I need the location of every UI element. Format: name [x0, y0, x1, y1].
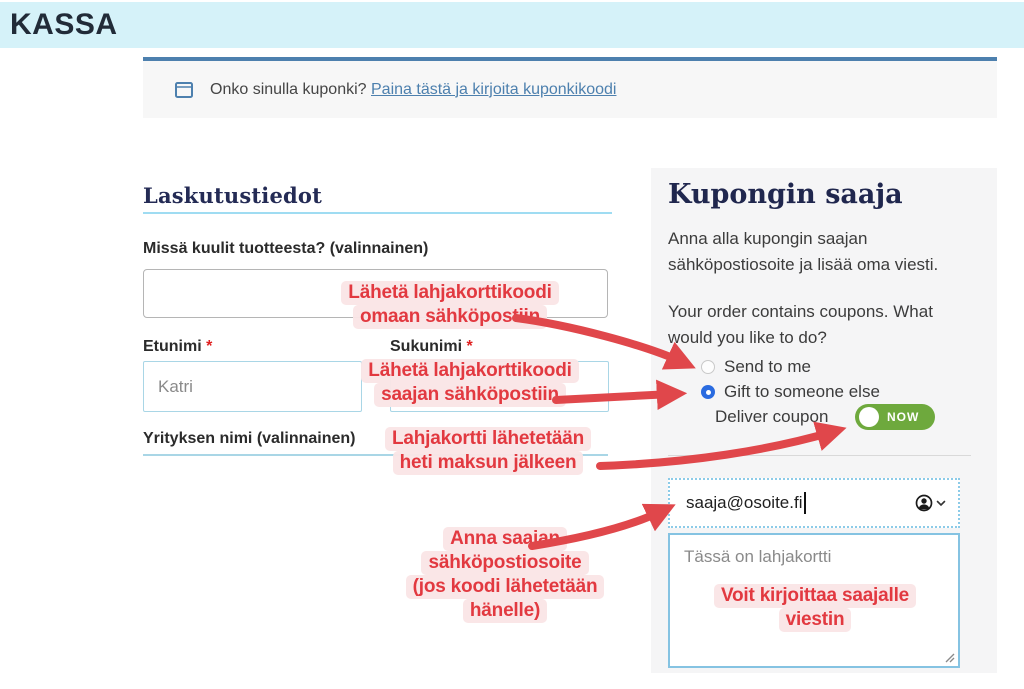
radio-selected-icon[interactable]: [701, 385, 715, 399]
source-field-label: Missä kuulit tuotteesta? (valinnainen): [143, 240, 429, 257]
billing-heading: Laskutustiedot: [143, 183, 323, 208]
annotation-enter-recipient-email: Anna saajan sähköpostiosoite (jos koodi lähetetään hänelle): [385, 527, 625, 623]
deliver-coupon-label: Deliver coupon: [715, 407, 829, 426]
page-header: [0, 2, 1024, 48]
recipient-email-value: saaja@osoite.fi: [686, 493, 803, 512]
company-label: Yrityksen nimi (valinnainen): [143, 430, 356, 447]
last-name-input[interactable]: [390, 361, 609, 412]
recipient-email-input[interactable]: [668, 478, 960, 528]
recipient-question: Your order contains coupons. What would you like to do?: [668, 302, 933, 347]
gift-message-placeholder: Tässä on lahjakortti: [684, 547, 832, 566]
gift-message-textarea[interactable]: [668, 533, 960, 668]
source-field-input[interactable]: [143, 269, 608, 318]
first-name-label: Etunimi *: [143, 338, 213, 355]
contact-person-icon[interactable]: [915, 494, 933, 512]
company-input-edge[interactable]: [143, 454, 608, 456]
resize-grip-icon[interactable]: [943, 651, 955, 663]
annotation-sent-after-payment: Lahjakortti lähetetään heti maksun jälkeen: [358, 427, 618, 475]
coupon-recipient-panel: [651, 168, 997, 673]
deliver-now-toggle[interactable]: [855, 404, 935, 430]
chevron-down-icon[interactable]: [936, 500, 946, 507]
annotation-write-message: Voit kirjoittaa saajalle viestin: [695, 584, 935, 632]
coupon-question: Onko sinulla kuponki?: [210, 80, 367, 98]
toggle-state-label: NOW: [887, 410, 920, 424]
recipient-intro: Anna alla kupongin saajan sähköpostiosoite ja lisää oma viesti.: [668, 229, 939, 274]
required-asterisk: *: [466, 338, 473, 355]
text-cursor: [804, 492, 806, 514]
required-asterisk: *: [206, 338, 213, 355]
last-name-label: Sukunimi *: [390, 338, 473, 355]
toggle-knob[interactable]: [859, 407, 879, 427]
arrow-to-email-input: [532, 511, 662, 546]
coupon-toggle-link[interactable]: Paina tästä ja kirjoita kuponkikoodi: [371, 80, 617, 98]
coupon-notice-bar: [143, 57, 997, 118]
page-title: KASSA: [10, 8, 118, 41]
first-name-input[interactable]: [143, 361, 362, 412]
autofill-controls[interactable]: [915, 494, 946, 512]
radio-unselected-icon[interactable]: [701, 360, 715, 374]
billing-heading-rule: [143, 212, 612, 214]
first-name-placeholder: Katri: [158, 376, 193, 396]
radio-option-gift-to-someone-else[interactable]: Gift to someone else: [701, 382, 880, 402]
annotation-send-recipient-email: Lähetä lahjakorttikoodi saajan sähköpostiin: [340, 359, 600, 407]
coupon-notice-text: [210, 81, 616, 99]
annotation-send-own-email: Lähetä lahjakorttikoodi omaan sähköpostiin: [320, 281, 580, 329]
recipient-heading: Kupongin saaja: [668, 179, 903, 210]
window-icon: [175, 82, 193, 98]
radio-option-send-to-me[interactable]: Send to me: [701, 357, 811, 377]
panel-divider: [668, 455, 971, 456]
